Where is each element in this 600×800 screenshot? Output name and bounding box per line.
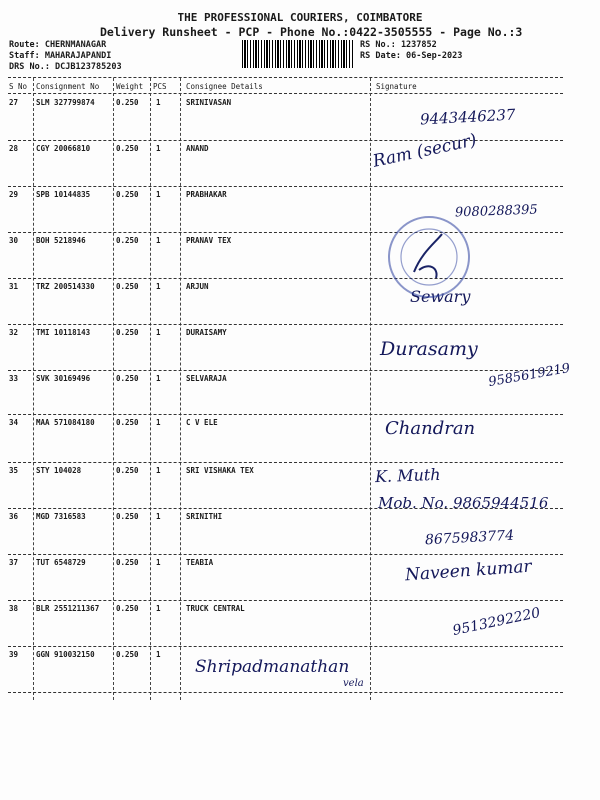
row-serial-no: 30: [9, 236, 19, 245]
row-signature: Sewary: [410, 287, 471, 306]
row-consignment-no: CGY 20066810: [36, 144, 91, 153]
runsheet-subtitle: Delivery Runsheet - PCP - Phone No.:0422-3505555 - Page No.:3: [100, 25, 523, 39]
row-serial-no: 33: [9, 374, 19, 383]
col-divider: [33, 78, 34, 700]
row-separator: [8, 462, 563, 463]
row-signature: K. Muth: [374, 464, 441, 487]
row-separator: [8, 186, 563, 187]
row-pcs: 1: [156, 236, 161, 245]
row-pcs: 1: [156, 650, 161, 659]
row-consignment-no: BLR 2551211367: [36, 604, 100, 613]
col-header-consignee: Consignee Details: [186, 82, 263, 91]
row-signature: 8675983774: [424, 527, 515, 549]
row-consignment-no: SLM 327799874: [36, 98, 95, 107]
row-serial-no: 34: [9, 418, 19, 427]
rs-date: RS Date: 06-Sep-2023: [360, 51, 463, 61]
handwritten-mobile: Mob. No. 9865944516: [378, 494, 549, 512]
row-separator: [8, 140, 563, 141]
row-consignee: PRANAV TEX: [186, 236, 232, 245]
row-serial-no: 29: [9, 190, 19, 199]
staff-label: Staff: MAHARAJAPANDI: [9, 51, 112, 61]
row-separator: [8, 646, 563, 647]
row-weight: 0.250: [116, 466, 139, 475]
row-weight: 0.250: [116, 144, 139, 153]
row-separator: [8, 554, 563, 555]
col-header-signature: Signature: [376, 82, 417, 91]
row-weight: 0.250: [116, 328, 139, 337]
row-consignment-no: GGN 910032150: [36, 650, 95, 659]
row-consignee: TEABIA: [186, 558, 214, 567]
row-pcs: 1: [156, 282, 161, 291]
row-separator: [8, 370, 563, 371]
row-consignee: ANAND: [186, 144, 209, 153]
rs-number: RS No.: 1237852: [360, 40, 437, 50]
stamp-seal: [384, 212, 474, 302]
row-consignee: ARJUN: [186, 282, 209, 291]
row-signature: Chandran: [385, 418, 476, 439]
col-divider: [113, 78, 114, 700]
table-top-rule: [8, 77, 563, 78]
row-consignment-no: TUT 6548729: [36, 558, 86, 567]
row-pcs: 1: [156, 98, 161, 107]
row-weight: 0.250: [116, 604, 139, 613]
row-weight: 0.250: [116, 190, 139, 199]
row-serial-no: 38: [9, 604, 19, 613]
row-pcs: 1: [156, 604, 161, 613]
row-consignment-no: STY 104028: [36, 466, 82, 475]
row-consignee: SRINITHI: [186, 512, 223, 521]
row-separator: [8, 324, 563, 325]
row-consignment-no: MGD 7316583: [36, 512, 86, 521]
row-pcs: 1: [156, 512, 161, 521]
company-title: THE PROFESSIONAL COURIERS, COIMBATORE: [177, 11, 423, 24]
col-header-sno: S No: [9, 82, 28, 91]
col-header-pcs: PCS: [153, 82, 167, 91]
col-header-consignment: Consignment No: [36, 82, 100, 91]
row-consignee: DURAISAMY: [186, 328, 227, 337]
row-serial-no: 28: [9, 144, 19, 153]
route-label: Route: CHERNMANAGAR: [9, 40, 107, 50]
col-divider: [150, 78, 151, 700]
handwritten-note: vela: [343, 678, 364, 689]
row-signature: 9513292220: [451, 604, 542, 640]
row-separator: [8, 600, 563, 601]
col-divider: [370, 78, 371, 700]
row-signature: Naveen kumar: [404, 556, 533, 586]
row-separator: [8, 414, 563, 415]
row-weight: 0.250: [116, 418, 139, 427]
row-consignment-no: SPB 10144835: [36, 190, 91, 199]
row-pcs: 1: [156, 374, 161, 383]
row-weight: 0.250: [116, 558, 139, 567]
row-consignee: SRINIVASAN: [186, 98, 232, 107]
row-signature: 9080288395: [454, 202, 538, 221]
row-serial-no: 31: [9, 282, 19, 291]
handwritten-name: Shripadmanathan: [195, 657, 350, 677]
row-consignment-no: BOH 5218946: [36, 236, 86, 245]
row-separator: [8, 232, 563, 233]
row-consignee: PRABHAKAR: [186, 190, 227, 199]
row-signature: Ram (secur): [371, 130, 479, 172]
row-serial-no: 39: [9, 650, 19, 659]
row-consignment-no: TRZ 200514330: [36, 282, 95, 291]
row-pcs: 1: [156, 466, 161, 475]
row-signature: 9585619219: [487, 360, 572, 391]
row-consignment-no: TMI 10118143: [36, 328, 91, 337]
row-weight: 0.250: [116, 236, 139, 245]
row-consignee: SRI VISHAKA TEX: [186, 466, 254, 475]
col-divider: [180, 78, 181, 700]
row-consignee: TRUCK CENTRAL: [186, 604, 245, 613]
row-serial-no: 36: [9, 512, 19, 521]
row-signature: 9443446237: [419, 105, 516, 129]
row-weight: 0.250: [116, 650, 139, 659]
row-pcs: 1: [156, 418, 161, 427]
row-serial-no: 35: [9, 466, 19, 475]
row-serial-no: 32: [9, 328, 19, 337]
header-rule: [8, 93, 563, 94]
row-weight: 0.250: [116, 374, 139, 383]
row-weight: 0.250: [116, 98, 139, 107]
row-consignee: C V ELE: [186, 418, 218, 427]
row-separator: [8, 278, 563, 279]
row-serial-no: 27: [9, 98, 19, 107]
drs-label: DRS No.: DCJB123785203: [9, 62, 122, 72]
row-pcs: 1: [156, 190, 161, 199]
row-weight: 0.250: [116, 282, 139, 291]
row-pcs: 1: [156, 328, 161, 337]
row-consignment-no: SVK 30169496: [36, 374, 91, 383]
row-serial-no: 37: [9, 558, 19, 567]
row-pcs: 1: [156, 558, 161, 567]
row-weight: 0.250: [116, 512, 139, 521]
row-pcs: 1: [156, 144, 161, 153]
row-signature: Durasamy: [380, 338, 478, 360]
col-header-weight: Weight: [116, 82, 144, 91]
barcode: [242, 40, 354, 68]
row-separator: [8, 692, 563, 693]
row-consignment-no: MAA 571084180: [36, 418, 95, 427]
row-consignee: SELVARAJA: [186, 374, 227, 383]
